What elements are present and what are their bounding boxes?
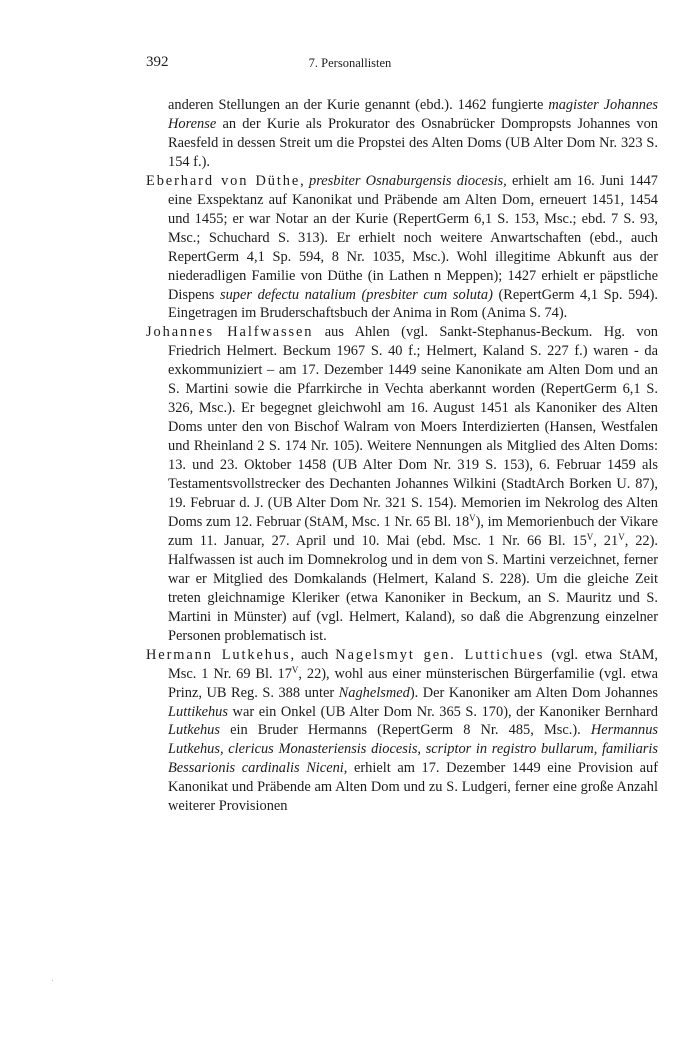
entry-continuation <box>146 96 658 172</box>
verso-mark: V <box>618 531 625 542</box>
latin-phrase: Hermannus Lutkehus, clericus Monasteriensis diocesis, scriptor in registro bullarum, familiaris Bessarionis cardinalis Niceni, <box>168 722 658 777</box>
person-name: Eberhard von Düthe <box>146 172 301 189</box>
verso-mark: V <box>291 664 299 675</box>
latin-phrase: Naghelsmed <box>338 684 410 701</box>
text-segment: ein Bruder Hermanns (RepertGerm 8 Nr. 485, Msc.). <box>219 722 591 739</box>
entry-eberhard-von-duethe <box>146 172 658 324</box>
scan-speck <box>52 980 53 981</box>
person-name: Hermann Lutkehus <box>146 646 291 663</box>
text-segment: , <box>300 172 310 189</box>
latin-phrase: super defectu natalium (presbiter cum soluta) <box>219 286 493 303</box>
text-segment: ), im Memorienbuch der Vikare zum 11. Januar, 27. April und 10. Mai (ebd. Msc. 1 Nr. 66 Bl. 15 <box>168 513 658 549</box>
text-segment: ). Der Kanoniker am Alten Dom Johannes <box>409 684 658 701</box>
text-segment: , 22). Halfwassen ist auch im Domnekrolog und in dem von S. Martini verzeichnet, ferner war er Mitglied des Domkalands (Helmert, Kaland S. 228). Um die gleiche Zeit treten gleichnamige Kleriker (etwa Kanoniker in Beckum, an S. Mauritz und S. Martini in Münster) auf (vgl. Helmert, Kaland), so daß die Abgrenzung einzelner Personen problematisch ist. <box>168 532 658 644</box>
text-segment: (vgl. etwa StAM, Msc. 1 Nr. 69 Bl. 17 <box>168 646 658 682</box>
text-segment: , 21 <box>593 532 619 549</box>
running-head: 7. Personallisten <box>308 56 392 70</box>
person-name: Johannes Halfwassen <box>146 324 314 341</box>
body-text <box>146 96 658 816</box>
text-segment: , 22), wohl aus einer münsterischen Bürgerfamilie (vgl. etwa Prinz, UB Reg. S. 388 unter <box>168 665 658 701</box>
page-number: 392 <box>146 54 169 70</box>
text-segment: erhielt am 16. Juni 1447 eine Exspektanz auf Kanonikat und Präbende am Alten Dom, erneuert 1451, 1454 und 1455; er war Notar an der Kurie (RepertGerm 6,1 S. 153, Msc.; ebd. 7 S. 93, Msc.; Schuchard S. 313). Er erhielt noch weitere Anwartschaften (ebd., auch RepertGerm 4,1 Sp. 594, 8 Nr. 1035, Msc.). Wohl illegitime Abkunft aus der niederadligen Familie von Düthe (in Lathen n Meppen); 1427 erhielt er päpstliche Dispens <box>168 172 658 303</box>
verso-mark: V <box>586 531 594 542</box>
latin-phrase: Luttikehus <box>168 703 228 720</box>
text-segment: (RepertGerm 4,1 Sp. 594). Eingetragen im Bruderschaftsbuch der Anima in Rom (Anima S. 74). <box>168 286 658 322</box>
latin-phrase: presbiter Osnaburgensis diocesis, <box>309 172 507 189</box>
entry-johannes-halfwassen <box>146 323 658 645</box>
text-segment: aus Ahlen (vgl. Sankt-Stephanus-Beckum. Hg. von Friedrich Helmert. Beckum 1967 S. 40 f.; Helmert, Kaland S. 227 f.) waren - da exkommuniziert – am 17. Dezember 1449 seine Kanonikate am Alten Dom und an S. Martini sowie die Pfarrkirche in Vechta aberkannt worden (RepertGerm 6,1 S. 326, Msc.). Er begegnet gleichwohl am 16. August 1451 als Kanoniker des Alten Doms unter den von Bischof Walram von Moers Interdizierten (Hansen, Westfalen und Rheinland 2 S. 174 Nr. 105). Weitere Nennungen als Mitglied des Alten Doms: 13. und 23. Oktober 1458 (UB Alter Dom Nr. 319 S. 153), 6. Februar 1459 als Testamentsvollstrecker des Dechanten Johannes Wilkini (StadtArch Borken U. 87), 19. Februar d. J. (UB Alter Dom Nr. 321 S. 154). Memorien im Nekrolog des Alten Doms zum 12. Februar (StAM, Msc. 1 Nr. 65 Bl. 18 <box>168 324 658 530</box>
verso-mark: V <box>469 512 476 523</box>
text-segment: an der Kurie als Prokurator des Osnabrücker Dompropsts Johannes von Raesfeld in dessen Streit um die Propstei des Alten Doms (UB Alter Dom Nr. 323 S. 154 f.). <box>168 115 658 170</box>
latin-phrase: Lutkehus <box>168 722 220 739</box>
latin-phrase: magister Johannes Horense <box>168 97 658 132</box>
person-alias: Nagelsmyt gen. Luttichues <box>335 646 545 663</box>
text-segment: erhielt am 17. Dezember 1449 eine Provision auf Kanonikat und Präbende am Alten Dom und zu S. Ludgeri, ferner eine große Anzahl weiterer Provisionen <box>168 760 658 815</box>
entry-hermann-lutkehus <box>146 646 658 817</box>
text-segment: anderen Stellungen an der Kurie genannt (ebd.). 1462 fungierte <box>168 97 549 113</box>
text-segment: war ein Onkel (UB Alter Dom Nr. 365 S. 170), der Kanoniker Bernhard <box>227 703 658 720</box>
name-connector: , auch <box>290 646 336 663</box>
